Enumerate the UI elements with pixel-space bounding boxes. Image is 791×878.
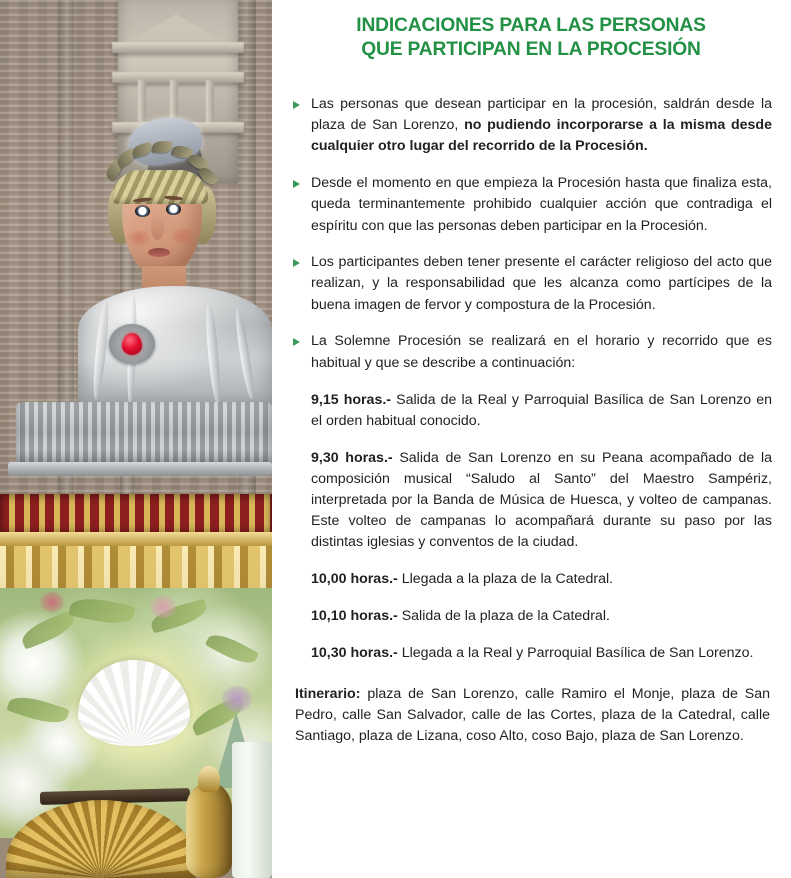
- statue-eye: [135, 206, 150, 217]
- list-item-text: Los participantes deben tener presente el carácter religioso del acto que realizan, y la responsabilidad que les alcanza como partícipes de la buena imagen de fervor y compostura de la Procesión.: [311, 254, 772, 313]
- schedule-time: 9,30 horas.-: [311, 449, 393, 466]
- statue-nose: [151, 214, 164, 240]
- schedule-description: Llegada a la plaza de la Catedral.: [397, 571, 614, 588]
- itinerary-label: Itinerario:: [295, 685, 361, 702]
- gilded-cornice: [0, 474, 272, 496]
- list-item: [290, 94, 772, 158]
- blossom: [40, 592, 64, 612]
- schedule-entry: [311, 569, 772, 590]
- list-item-text: Las personas que desean participar en la procesión, saldrán desde la plaza de San Lorenzo,: [311, 96, 772, 134]
- schedule-entry: [311, 448, 772, 554]
- triangle-bullet-icon: [293, 101, 300, 109]
- schedule-time: 9,15 horas.-: [311, 391, 392, 408]
- niche-cornice: [112, 72, 244, 83]
- schedule-description: Salida de la plaza de la Catedral.: [397, 607, 610, 624]
- list-item-text: La Solemne Procesión se realizará en el horario y recorrido que es habitual y que se describe a continuación:: [311, 333, 772, 371]
- schedule-description: Llegada a la Real y Parroquial Basílica de San Lorenzo.: [397, 644, 754, 661]
- triangle-bullet-icon: [293, 259, 300, 267]
- procession-schedule: [290, 390, 772, 664]
- statue-cheek: [128, 230, 150, 246]
- page-title-line-2: QUE PARTICIPAN EN LA PROCESIÓN: [361, 38, 701, 60]
- statue-mouth: [148, 248, 170, 257]
- silver-peana-band: [16, 402, 272, 468]
- statue-cheek: [172, 228, 194, 244]
- niche-column: [206, 80, 214, 122]
- niche-cornice: [112, 42, 244, 53]
- schedule-entry: [311, 390, 772, 432]
- triangle-bullet-icon: [293, 180, 300, 188]
- schedule-entry: [311, 643, 772, 664]
- blossom: [222, 686, 252, 712]
- gilded-finial: [186, 782, 232, 878]
- schedule-time: 10,10 horas.-: [311, 607, 398, 624]
- san-lorenzo-photo: [0, 0, 272, 878]
- list-item-text: Desde el momento en que empieza la Procesión hasta que finaliza esta, queda terminantemente prohibido cualquier acción que contradiga el espíritu con que las personas deben participar en la Procesión.: [311, 175, 772, 234]
- photo-canvas: [0, 0, 272, 878]
- triangle-bullet-icon: [293, 338, 300, 346]
- page-title: [290, 8, 772, 61]
- schedule-time: 10,30 horas.-: [311, 644, 398, 661]
- statue-eye: [166, 204, 181, 215]
- itinerary-route: plaza de San Lorenzo, calle Ramiro el Monje, plaza de San Pedro, calle San Salvador, calle de las Cortes, plaza de la Catedral, calle Santiago, plaza de Lizana, coso Alto, coso Bajo, plaza de San Lorenzo.: [295, 685, 770, 745]
- niche-pediment: [132, 14, 220, 40]
- itinerary-paragraph: [290, 684, 772, 748]
- gilded-balustrade: [0, 494, 272, 534]
- schedule-description: Salida de la Real y Parroquial Basílica de San Lorenzo en el orden habitual conocido.: [311, 391, 772, 429]
- page-title-line-1: INDICACIONES PARA LAS PERSONAS: [356, 15, 706, 36]
- schedule-entry: [311, 606, 772, 627]
- schedule-time: 10,00 horas.-: [311, 571, 398, 588]
- instructions-text-column: [272, 0, 791, 878]
- crown-leaf: [152, 140, 173, 153]
- blossom: [150, 596, 176, 618]
- schedule-description: Salida de San Lorenzo en su Peana acompañado de la composición musical “Saludo al Santo” del Maestro Sampériz, interpretada por la Banda de Música de Huesca, y volteo de campanas. Este volteo de campanas lo acompañará durante su paso por las distintas iglesias y conventos de la ciudad.: [311, 449, 772, 551]
- list-item-emphasis: no pudiendo incorporarse a la misma desde cualquier otro lugar del recorrido de la Procesión.: [311, 117, 772, 155]
- list-item: [290, 252, 772, 316]
- list-item: [290, 173, 772, 237]
- golden-wreath: [112, 170, 208, 204]
- niche-column: [170, 80, 178, 122]
- instructions-list: [290, 94, 772, 374]
- ruby-brooch: [109, 324, 155, 364]
- list-item: [290, 331, 772, 373]
- white-candle: [232, 742, 272, 878]
- niche-column: [138, 80, 146, 122]
